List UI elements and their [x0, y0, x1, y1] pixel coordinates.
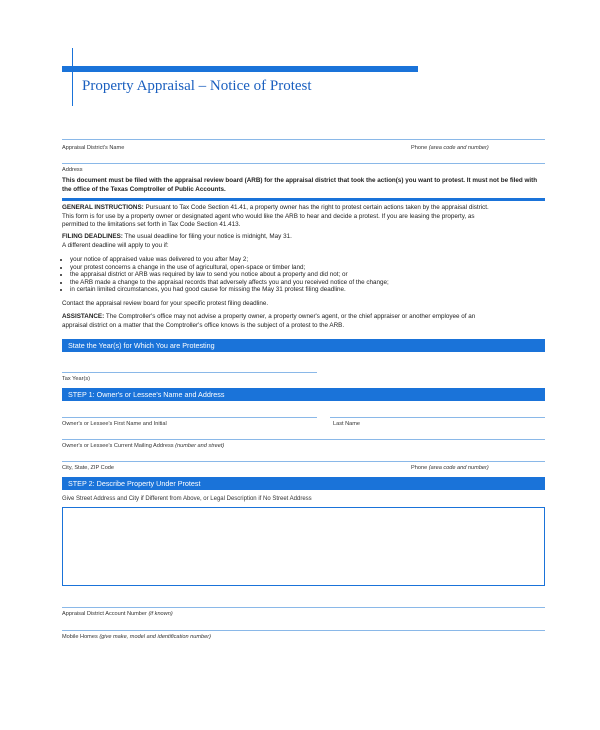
- address-field[interactable]: [62, 163, 545, 164]
- section-bar-year: State the Year(s) for Which You are Protesting: [62, 339, 545, 352]
- filing-notice: This document must be filed with the appraisal review board (ARB) for the appraisal district that took the action(s) you want to protest. It must not be filed with the office of the Texas Comptroller of Public Accounts.: [62, 177, 538, 193]
- mailing-address-label: Owner's or Lessee's Current Mailing Address (number and street): [62, 443, 225, 449]
- first-name-label: Owner's or Lessee's First Name and Initial: [62, 421, 167, 427]
- last-name-label: Last Name: [333, 421, 361, 427]
- city-state-zip-label: City, State, ZIP Code: [62, 465, 115, 471]
- mobile-homes-label: Mobile Homes (give make, model and identification number): [62, 634, 211, 640]
- section-bar-step2: STEP 2: Describe Property Under Protest: [62, 477, 545, 490]
- phone-label-2: Phone (area code and number): [411, 465, 489, 471]
- tax-years-label: Tax Year(s): [62, 376, 90, 382]
- mobile-homes-field[interactable]: [62, 630, 545, 631]
- mailing-address-field[interactable]: [62, 439, 545, 440]
- list-item: • your notice of appraised value was delivered to you after May 2;: [70, 256, 550, 264]
- phone-label-1: Phone (area code and number): [411, 145, 489, 151]
- general-instructions: GENERAL INSTRUCTIONS: Pursuant to Tax Code Section 41.41, a property owner has the right to protest certain actions taken by the appraisal district. This form is for use by a property owner or designated agent who would like the ARB to hear and decide a protest. If you are leasing the property, as permitted to the limitations set forth in Tax Code Section 41.413.: [62, 204, 489, 229]
- last-name-field[interactable]: [330, 417, 545, 418]
- list-item: • the ARB made a change to the appraisal records that adversely affects you and you received notice of the change;: [70, 279, 550, 287]
- appraisal-district-name-field[interactable]: [62, 139, 545, 140]
- account-number-label: Appraisal District Account Number (if known): [62, 611, 173, 617]
- address-label: Address: [62, 167, 83, 173]
- property-description-prompt: Give Street Address and City if Different from Above, or Legal Description if No Street Address: [62, 496, 312, 502]
- list-item: • in certain limited circumstances, you had good cause for missing the May 31 protest filing deadline.: [70, 286, 550, 294]
- tax-years-field[interactable]: [62, 372, 317, 373]
- first-name-field[interactable]: [62, 417, 317, 418]
- account-number-field[interactable]: [62, 607, 545, 608]
- city-state-zip-field[interactable]: [62, 461, 545, 462]
- page-title: Property Appraisal – Notice of Protest: [82, 78, 312, 94]
- list-item: • your protest concerns a change in the use of agricultural, open-space or timber land;: [70, 264, 550, 272]
- header-bar: [62, 66, 418, 72]
- section-bar-step1: STEP 1: Owner's or Lessee's Name and Address: [62, 388, 545, 401]
- assistance: ASSISTANCE: The Comptroller's office may not advise a property owner, a property owner's agent, or the chief appraiser or another employee of an appraisal district on a matter that the Comptroller's office knows is the subject of a protest to the ARB.: [62, 313, 476, 329]
- header-vertical-rule: [72, 48, 73, 106]
- deadline-list: [56, 256, 550, 294]
- property-description-box[interactable]: [62, 507, 545, 586]
- filing-deadlines: FILING DEADLINES: The usual deadline for filing your notice is midnight, May 31. A different deadline will apply to you if:: [62, 233, 292, 249]
- appraisal-district-name-label: Appraisal District's Name: [62, 145, 125, 151]
- contact-note: Contact the appraisal review board for your specific protest filing deadline.: [62, 300, 269, 307]
- divider: [62, 198, 545, 201]
- list-item: • the appraisal district or ARB was required by law to send you notice about a property and did not; or: [70, 271, 550, 279]
